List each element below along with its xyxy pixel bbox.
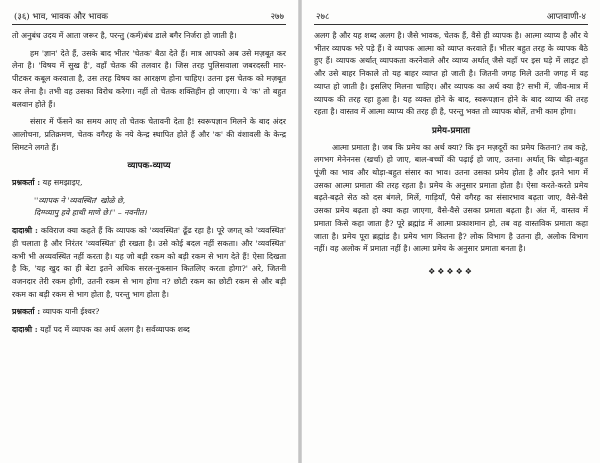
ornament-divider: ❖❖❖❖❖ (428, 266, 474, 276)
section-heading: व्यापक-व्याप्य (127, 161, 171, 172)
left-header-title: (३६) भाव, भावक और भावक (14, 12, 108, 22)
left-page-body (12, 30, 286, 337)
answer (12, 324, 286, 337)
answer-text: कविराज क्या कहते हैं कि व्यापक को 'व्यवस्थित' ढूँढ रहा है। पूरे जगत् को 'व्यवस्थित' ही चलाता है और निरंतर 'व्यवस्थित' ही रखता है। उसे कोई बदल नहीं सकता। और 'व्यवस्थित' कभी भी अव्यवस्थित नहीं करता है। यह जो बड़ी रकम को बड़ी रकम से भाग देते हैं! ऐसा दिखता है कि, 'यह खुद का ही बेटा इतने अधिक सरल-नुकसान कितलिए करता होगा?' अरे, जितनी वजनदार तेरी रकम होगी, उतनी रकम से भाग होगा न? छोटी रकम का छोटी रकम से और बड़ी रकम का बड़ी रकम से भाग होता है, परन्तु भाग होता है। (12, 226, 287, 299)
left-page-header (12, 10, 286, 25)
right-page-body (314, 30, 588, 279)
question-text: यह समझाइए, (42, 178, 83, 188)
speaker-label: प्रश्नकर्ता : (12, 307, 41, 317)
right-page-header (314, 10, 588, 25)
speaker-label: दादाश्री : (12, 325, 38, 335)
speaker-label: प्रश्नकर्ता : (12, 178, 41, 188)
left-page (0, 0, 298, 463)
section-heading: प्रमेय-प्रमाता (432, 125, 470, 136)
right-page-number: २७८ (316, 12, 330, 22)
right-page (302, 0, 600, 463)
paragraph: तो अनुबंध उदय में आता जरूर है, परन्तु (कर्म)बंध डाले बगैर निर्जरा हो जाती है। (12, 31, 237, 40)
verse-line: ''व्यापक ने 'व्यवस्थित' खोळे छे, (34, 195, 126, 205)
paragraph: आत्मा प्रमाता है। जब कि प्रमेय का अर्थ क्या? कि इन मज़दूरों का प्रमेय कितना? तब कहे, लगभग मेनेननस (खर्चा) हो जाए, बाल-बच्चों की पढ़ाई हो जाए, उतना। अर्थात् कि थोड़ा-बहुत पूंजी का भाव और थोड़ा-बहुत संसार का भाव। उतना उसका प्रमेय होता है और इतने भाग में उसका आत्मा प्रमाता की तरह रहता है। प्रमेय के अनुसार प्रमाता होता है। ऐसा करते-करते प्रमेय बढ़ते-बढ़ते सेठ को दस बंगले, मिलें, गाड़ियाँ, पैसे वगैरह का संसारभाव बढ़ता जाए, वैसे-वैसे उसका प्रमेय बढ़ता हो क्या कहा जाएगा, वैसे-वैसे उसका प्रमाता बढ़ता है। अंत में, वास्तव में प्रमाता किसे कहा जाता है? पूरे ब्रह्मांड में आत्मा प्रकाशमान हो, तब वह वास्तविक प्रमाता कहा जाता है। प्रमेय पूरा ब्रह्मांड है। प्रमेय भाग कितना है? लोक विभाग है उतना ही, अलोक विभाग नहीं। वह अलोक में प्रमाता नहीं है। आत्मा प्रमेय के अनुसार प्रमाता बनता है। (314, 142, 588, 254)
question-text: व्यापक यानी ईश्वर? (42, 307, 100, 317)
speaker-label: दादाश्री : (12, 226, 38, 236)
answer-text: यहाँ पद में व्यापक का अर्थ अलग है। सर्वव्यापक शब्द (40, 325, 190, 335)
paragraph: संसार में फँसने का समय आए तो चेतक चेतावनी देता है! स्वरूपज्ञान मिलने के बाद अंदर आलोचना, प्रतिक्रमण, चेतक वगैरह के नये केन्द्र स्थापित होते हैं और 'क' की वंशावली के केन्द्र सिमटने लगते हैं। (12, 117, 286, 152)
paragraph: हम 'ज्ञान' देते हैं, उसके बाद भीतर 'चेतक' बैठा देते हैं। मात्र आपको अब उसे मज़बूत कर लेना है। 'विषय में सुख है', वहाँ चेतक की तलवार है। जिस तरह पुलिसवाला जबरदस्ती मार-पीटकर कबूल करवाता है, उस तरह विषय का आरक्षण होना चाहिए। उतना इस चेतक को मज़बूत कर लेना है। तभी वह उसका विरोध करेगा। नहीं तो चेतक शक्तिहीन हो जाएगा। ये 'क' तो बहुत बलवान होते हैं। (12, 48, 286, 109)
question (12, 306, 286, 319)
left-page-number: २७७ (270, 12, 284, 22)
right-header-title: आप्तवाणी-४ (546, 12, 586, 22)
paragraph: अलग है और यह शब्द अलग है। जैसे भावक, चेतक हैं, वैसे ही व्यापक है। आत्मा व्याप्य है और ये भीतर व्यापक भरे पड़े हैं। वे व्यापक आत्मा को व्याप्त करवाते हैं। भीतर बहुत तरह के व्यापक बैठे हुए हैं। व्यापक अर्थात् व्यापकता करनेवाले और व्याप्य अर्थात् जैसे यहाँ पर इस घड़े में लाइट हो और उसे बाहर निकाले तो यह बाहर व्याप्त हो जाती है। जितनी जगह मिले उतनी जगह में वह व्याप्त हो जाती है। इसलिए मिलना चाहिए। और व्यापक का अर्थ क्या है? सभी में, जीव-मात्र में व्यापक की तरह रहा हुआ है। यह व्यक्त होने के बाद, स्वरूपज्ञान होने के बाद व्याप्य की तरह रहता है। वास्तव में आत्मा व्याप्य की तरह ही है, परन्तु भक्त तो व्यापक बोलें, तभी काम होगा। (314, 31, 588, 117)
question (12, 177, 286, 190)
answer (12, 225, 286, 301)
verse-line: दिग्ग्व्यापु हवे हाथी माणे छे।'' – नवनीत। (34, 208, 147, 218)
